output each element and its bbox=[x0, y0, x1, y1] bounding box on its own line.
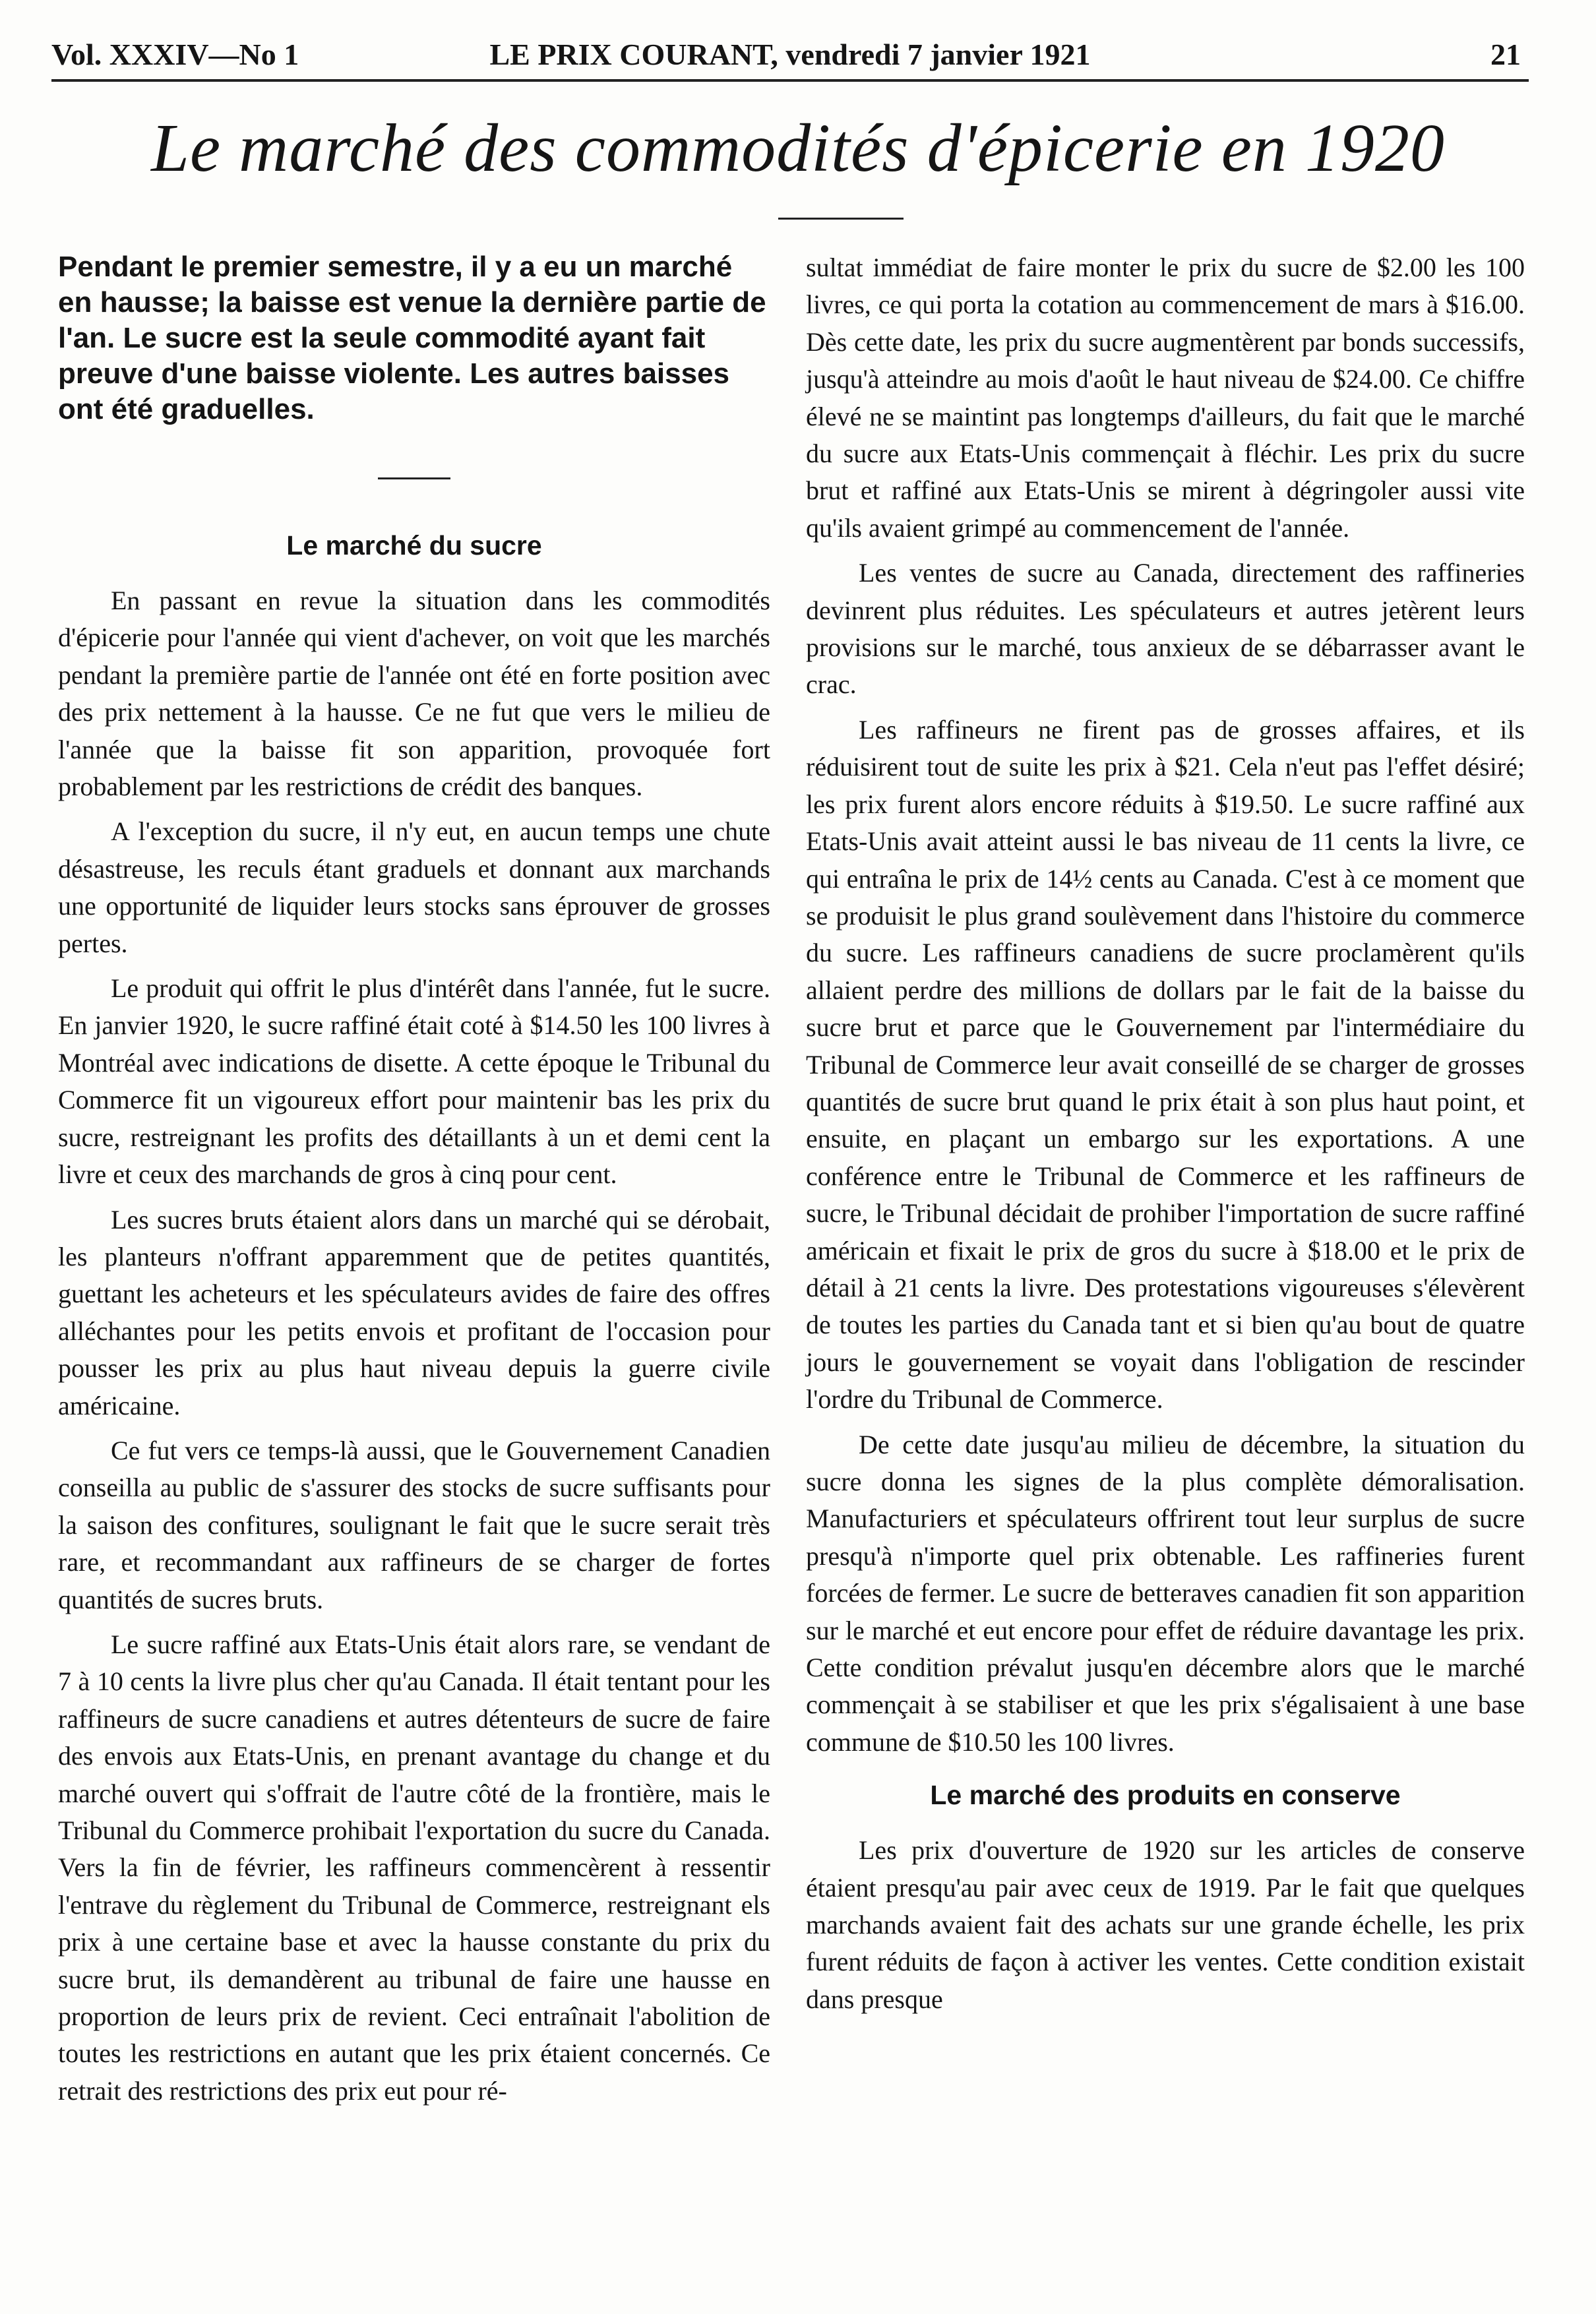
section-heading-conserve: Le marché des produits en conserve bbox=[930, 1780, 1401, 1811]
right-column bbox=[806, 249, 1525, 2026]
section-heading-sucre: Le marché du sucre bbox=[286, 530, 542, 561]
article-title: Le marché des commodités d'épicerie en 1920 bbox=[151, 110, 1445, 186]
left-column bbox=[58, 249, 770, 2117]
page-number: 21 bbox=[1490, 38, 1521, 71]
volume-number: Vol. XXXIV—No 1 bbox=[51, 38, 299, 71]
paragraph: De cette date jusqu'au milieu de décembre, la situation du sucre donna les signes de la plus complète démoralisation. Manufacturiers et spéculateurs offrirent tout leur surplus de sucre presqu'à n'importe quel prix obtenable. Les raffineries furent forcées de fermer. Le sucre de betteraves canadien fit son apparition sur le marché et eut encore pour effet de réduire davantage les prix. Cette condition prévalut jusqu'en décembre alors que le marché commençait à se stabiliser et que les prix s'égalisaient à une base commune de $10.50 les 100 livres. bbox=[806, 1429, 1525, 1757]
lead-divider bbox=[378, 477, 450, 479]
title-divider bbox=[778, 218, 904, 220]
article-lead: Pendant le premier semestre, il y a eu un marché en hausse; la baisse est venue la dernière partie de l'an. Le sucre est la seule commodité ayant fait preuve d'une baisse violente. Les autres baisses ont été graduelles. bbox=[58, 251, 766, 425]
paragraph: Le sucre raffiné aux Etats-Unis était alors rare, se vendant de 7 à 10 cents la livre plus cher qu'au Canada. Il était tentant pour les raffineurs de sucre canadiens et autres détenteurs de sucre de faire des envois aux Etats-Unis, en prenant avantage du change et du marché ouvert qui s'offrait de l'autre côté de la frontière, mais le Tribunal du Commerce prohibait l'exportation du sucre du Canada. Vers la fin de février, les raffineurs commencèrent à ressentir l'entrave du règlement du Tribunal de Commerce, restreignant els prix à une certaine base et avec la hausse constante du prix du sucre brut, ils demandèrent au tribunal de faire une hausse en proportion de leurs prix de revient. Ceci entraînait l'abolition de toutes les restrictions en autant que les prix étaient concernés. Ce retrait des restrictions des prix eut pour ré- bbox=[58, 1629, 770, 2106]
masthead: LE PRIX COURANT, vendredi 7 janvier 1921 bbox=[489, 38, 1091, 71]
paragraph: En passant en revue la situation dans les commodités d'épicerie pour l'année qui vient d'achever, on voit que les marchés pendant la première partie de l'année ont été en forte position avec des prix nettement à la hausse. Ce ne fut que vers le milieu de l'année que la baisse fit son apparition, provoquée fort probablement par les restrictions de crédit des banques. bbox=[58, 586, 770, 802]
paragraph: sultat immédiat de faire monter le prix du sucre de $2.00 les 100 livres, ce qui porta la cotation au commencement de mars à $16.00. Dès cette date, les prix du sucre augmentèrent par bonds successifs, jusqu'à atteindre au mois d'août le haut niveau de $24.00. Ce chiffre élevé ne se maintint pas longtemps d'ailleurs, du fait que le marché du sucre aux Etats-Unis commençait à fléchir. Les prix du sucre brut et raffiné aux Etats-Unis se mirent à dégringoler aussi vite qu'ils avaient grimpé au commencement de l'année. bbox=[806, 253, 1525, 543]
paragraph: Les sucres bruts étaient alors dans un marché qui se dérobait, les planteurs n'offrant apparemment que de petites quantités, guettant les acheteurs et les spéculateurs avides de faire des offres alléchantes pour les petits envois et profitant de l'occasion pour pousser les prix au plus haut niveau depuis la guerre civile américaine. bbox=[58, 1204, 770, 1420]
page-header bbox=[51, 33, 1529, 82]
paragraph: Le produit qui offrit le plus d'intérêt dans l'année, fut le sucre. En janvier 1920, le sucre raffiné était coté à $14.50 les 100 livres à Montréal avec indications de disette. A cette époque le Tribunal du Commerce fit un vigoureux effort pour maintenir bas les prix du sucre, restreignant les profits des détaillants à un et demi cent la livre et ceux des marchands de gros à cinq pour cent. bbox=[58, 973, 770, 1190]
paragraph: Ce fut vers ce temps-là aussi, que le Gouvernement Canadien conseilla au public de s'assurer des stocks de sucre suffisants pour la saison des confitures, soulignant le fait que le sucre serait très rare, et recommandant aux raffineurs de se charger de fortes quantités de sucres bruts. bbox=[58, 1435, 770, 1614]
paragraph: A l'exception du sucre, il n'y eut, en aucun temps une chute désastreuse, les reculs étant graduels et donnant aux marchands une opportunité de liquider leurs stocks sans éprouver de grosses pertes. bbox=[58, 816, 770, 958]
paragraph: Les ventes de sucre au Canada, directement des raffineries devinrent plus réduites. Les spéculateurs et autres jetèrent leurs provisions sur le marché, tous anxieux de se débarrasser avant le crac. bbox=[806, 558, 1525, 700]
paragraph: Les prix d'ouverture de 1920 sur les articles de conserve étaient presqu'au pair avec ceux de 1919. Par le fait que quelques marchands avaient fait des achats sur une grande échelle, les prix furent réduits de façon à activer les ventes. Cette condition existait dans presque bbox=[806, 1835, 1525, 2014]
paragraph: Les raffineurs ne firent pas de grosses affaires, et ils réduisirent tout de suite les prix à $21. Cela n'eut pas l'effet désiré; les prix furent alors encore réduits à $19.50. Le sucre raffiné aux Etats-Unis avait atteint aussi le bas niveau de 11 cents la livre, ce qui entraîna le prix de 14½ cents au Canada. C'est à ce moment que se produisit le plus grand soulèvement dans l'histoire du commerce du sucre. Les raffineurs canadiens de sucre proclamèrent qu'ils allaient perdre des millions de dollars par le fait de la baisse du sucre brut et parce que le Gouvernement par l'intermédiaire du Tribunal de Commerce leur avait conseillé de se charger de grosses quantités de sucre brut quand le prix était à son plus haut point, et ensuite, en plaçant un embargo sur les exportations. A une conférence entre le Tribunal de Commerce et les raffineurs de sucre, le Tribunal décidait de prohiber l'importation de sucre raffiné américain et fixait le prix de gros du sucre à $18.00 et le prix de détail à 21 cents la livre. Des protestations vigoureuses s'élevèrent de toutes les parties du Canada tant et si bien qu'au bout de quatre jours le gouvernement se voyait dans l'obligation de rescinder l'ordre du Tribunal de Commerce. bbox=[806, 714, 1525, 1415]
